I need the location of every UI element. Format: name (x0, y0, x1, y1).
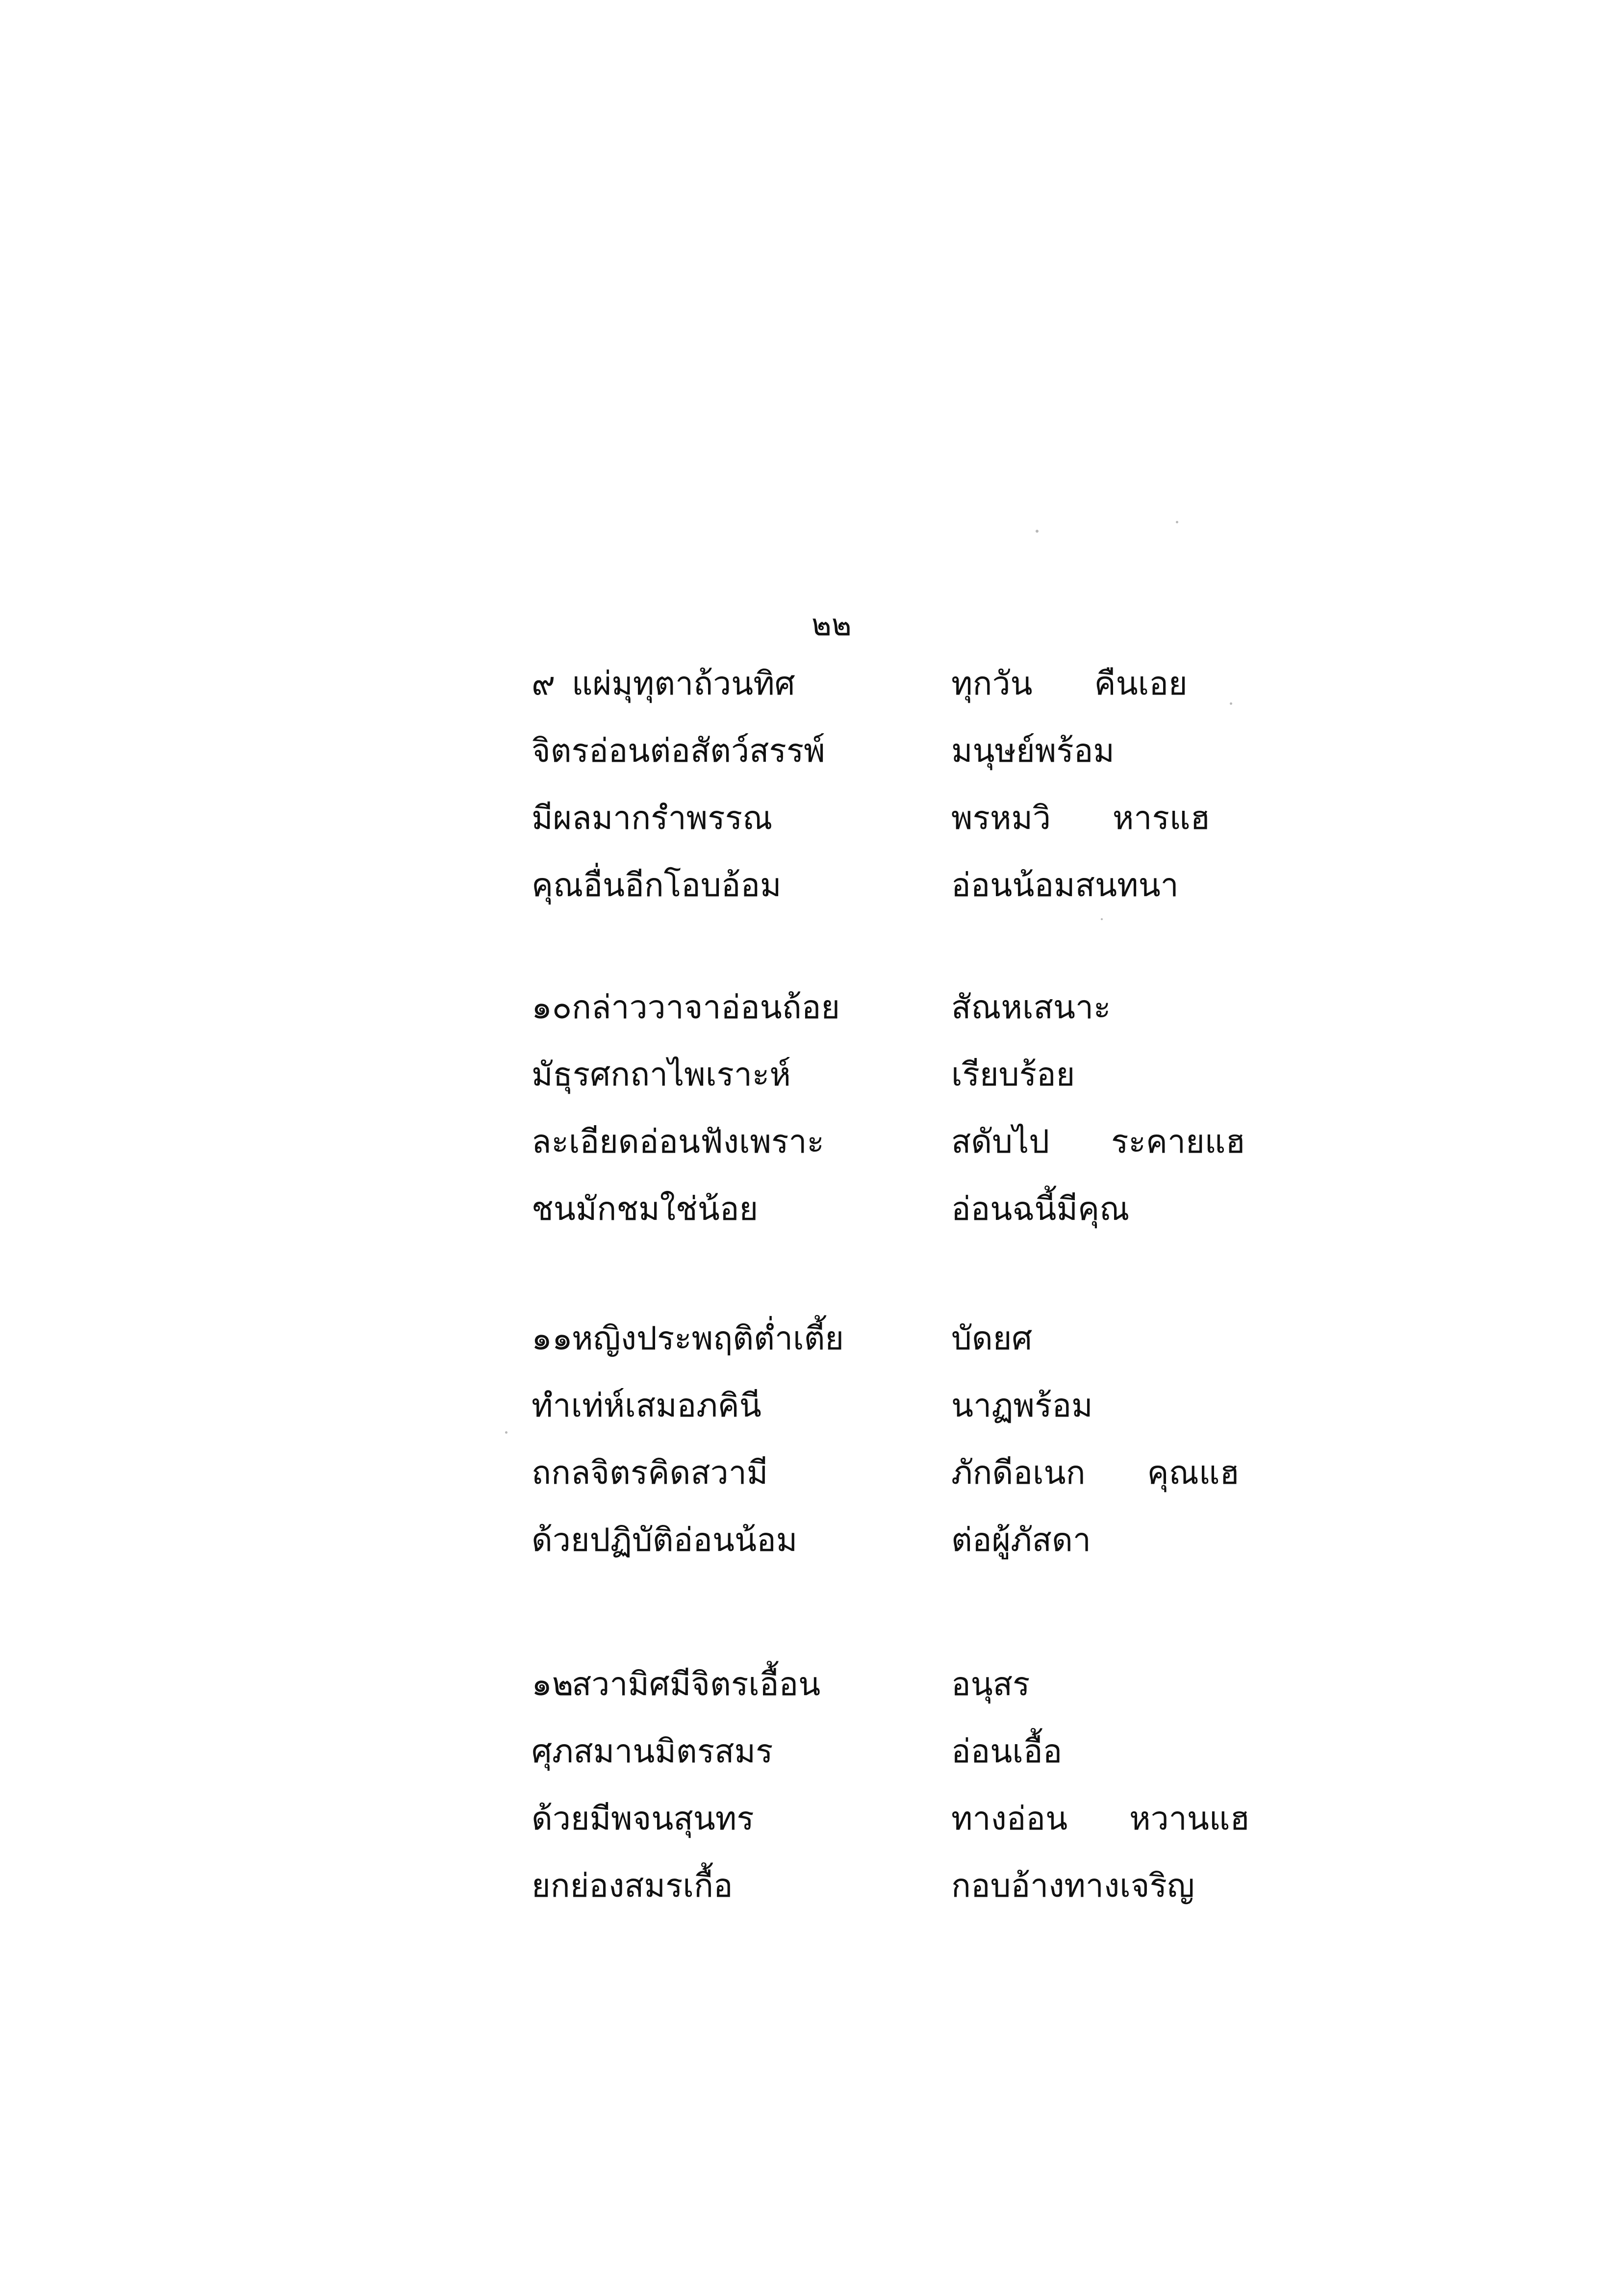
verse-line-left: มีผลมากรำพรรณ (532, 799, 773, 837)
verse-line-right: สัณหเสนาะ (951, 988, 1111, 1026)
verse-line-left: ถกลจิตรคิดสวามี (532, 1454, 768, 1492)
page-number: ๒๒ (812, 607, 852, 643)
verse-line (532, 717, 1228, 784)
verse-line-left: ทำเท่ห์เสมอภคินี (532, 1387, 761, 1424)
scan-speck (505, 1431, 508, 1434)
stanza-number: ๑๑ (532, 1319, 573, 1357)
stanza-10 (532, 974, 1245, 1242)
verse-line (532, 650, 1228, 717)
verse-line-left: ชนมักชมใช่น้อย (532, 1190, 759, 1228)
verse-line-left (532, 1650, 820, 1718)
verse-line-right: มนุษย์พร้อม (951, 732, 1115, 770)
verse-line (532, 784, 1228, 851)
verse-text: แผ่มุทุตาถ้วนทิศ (572, 665, 795, 702)
verse-line (532, 1852, 1228, 1919)
verse-line-left: ด้วยปฏิบัติอ่อนน้อม (532, 1521, 798, 1559)
verse-line-right: นาฏพร้อม (951, 1387, 1093, 1424)
verse-line-right: อ่อนเอื้อ (951, 1732, 1063, 1770)
scan-speck (1101, 918, 1103, 920)
stanza-11 (532, 1305, 1240, 1573)
verse-line-right: กอบอ้างทางเจริญ (951, 1867, 1195, 1905)
stanza-number: ๑๐ (532, 988, 572, 1026)
stanza-12 (532, 1650, 1250, 1919)
verse-line-right: สดับไป ระคายแฮ (951, 1123, 1245, 1160)
scan-speck (1036, 530, 1039, 533)
verse-line-left (532, 974, 840, 1041)
verse-line (532, 1718, 1228, 1785)
verse-line-left: ศุภสมานมิตรสมร (532, 1732, 773, 1770)
verse-line-right: ภักดีอเนก คุณแฮ (951, 1454, 1240, 1492)
verse-line (532, 851, 1228, 919)
verse-line (532, 1108, 1245, 1175)
verse-line (532, 974, 1228, 1041)
scan-speck (1176, 521, 1178, 523)
verse-line-left (532, 1305, 844, 1372)
verse-line (532, 1175, 1228, 1242)
stanza-number: ๙ (532, 665, 556, 702)
verse-line (532, 1439, 1240, 1506)
verse-line-right: อ่อนน้อมสนทนา (951, 866, 1179, 904)
verse-line-left: คุณอื่นอีกโอบอ้อม (532, 866, 782, 904)
verse-line (532, 1305, 1228, 1372)
verse-line-left: จิตรอ่อนต่อสัตว์สรรพ์ (532, 732, 825, 770)
verse-line-right: ทุกวัน คืนเอย (951, 665, 1188, 702)
stanza-number: ๑๒ (532, 1665, 574, 1703)
verse-line-left: ด้วยมีพจนสุนทร (532, 1800, 754, 1837)
verse-line-right: อ่อนฉนี้มีคุณ (951, 1190, 1130, 1228)
verse-text: หญิงประพฤติต่ำเตี้ย (572, 1319, 844, 1357)
verse-text: กล่าววาจาอ่อนถ้อย (572, 988, 840, 1026)
verse-line-left: ละเอียดอ่อนฟังเพราะ (532, 1123, 824, 1160)
verse-line-right: บัดยศ (951, 1319, 1033, 1357)
verse-line-right: ทางอ่อน หวานแฮ (951, 1800, 1250, 1837)
verse-line-left (532, 650, 795, 717)
scan-speck (1230, 702, 1232, 705)
verse-line-right: เรียบร้อย (951, 1056, 1075, 1093)
verse-line-right: อนุสร (951, 1665, 1030, 1703)
verse-line-right: พรหมวิ หารแฮ (951, 799, 1210, 837)
verse-line (532, 1041, 1228, 1108)
verse-line (532, 1785, 1250, 1852)
verse-line (532, 1506, 1228, 1573)
verse-line (532, 1372, 1228, 1439)
stanza-9 (532, 650, 1228, 919)
verse-line-right: ต่อผู้ภัสดา (951, 1521, 1091, 1559)
verse-line (532, 1650, 1228, 1718)
verse-text: สวามิศมีจิตรเอื้อน (572, 1665, 821, 1703)
verse-line-left: มัธุรศกถาไพเราะห์ (532, 1056, 791, 1093)
verse-line-left: ยกย่องสมรเกื้อ (532, 1867, 733, 1905)
